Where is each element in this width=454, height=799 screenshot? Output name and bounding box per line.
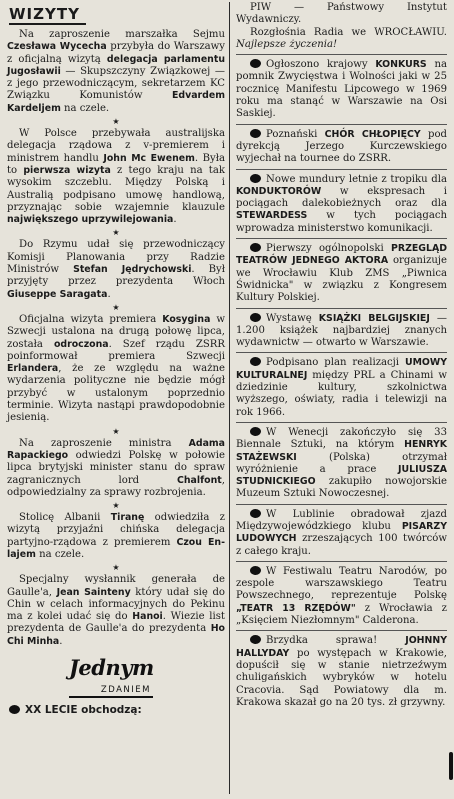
news-item-johnny-hallyday: Brzydka sprawa! JOHNNY HALLYDAY po występach w Krakowie, dopuścił się w stanie nietrzeźwym chuligańskich wybryków w hotelu Cracovia. Sąd Powiatowy dla m. Krakowa skazał go na 20 tys. zł grzywny.: [236, 635, 447, 708]
bullet-icon: [250, 59, 261, 68]
news-item-yugoslav-delegation: Na zaproszenie marszałka Sejmu Czesława Wycecha przybyła do Warszawy z oficjalną wizytą delegacja parlamentu Jugosławii — Skupszczyny Związkowej — z jego przewodniczącym, sekretarzem KC Związku Komunistów Edvardem Kardeljem na czele.: [7, 29, 226, 114]
bullet-icon: [250, 357, 261, 366]
star-separator: ★: [112, 501, 120, 511]
news-item-theatre-festival: W Festiwalu Teatru Narodów, po zespole warszawskiego Teatru Powszechnego, reprezentuje Polskę „TEATR 13 RZĘDÓW" z Wrocławia z „Księciem Niezłomnym" Calderona.: [236, 566, 447, 631]
page-edge-mark: [449, 752, 453, 780]
news-item-rome-visit: Do Rzymu udał się przewodniczący Komisji Planowania przy Radzie Ministrów Stefan Jędrychowski. Był przyjęty przez prezydenta Włoch Giuseppe Saragata.: [7, 239, 226, 300]
anniversary-heading: XX LECIE obchodzą:: [9, 704, 229, 716]
news-item-tirana-visit: Stolicę Albanii Tiranę odwiedziła z wizytą przyjaźni chińska delegacja partyjno-rządowa z premierem Czou En-lajem na czele.: [7, 512, 225, 560]
star-separator: ★: [112, 302, 120, 312]
news-item-cultural-agreement: Podpisano plan realizacji UMOWY KULTURALNEJ między PRL a Chinami w dziedzinie kultury, szkolnictwa wyższego, oświaty, radia i telewizji na rok 1966.: [236, 357, 447, 422]
news-item-venice-biennale: W Wenecji zakończyło się 33 Biennale Sztuki, na którym HENRYK STAŻEWSKI (Polska) otrzymał wyróżnienie a prace JULIUSZA STUDNICKIEGO zakupiło nowojorskie Muzeum Sztuki Nowoczesnej.: [236, 427, 447, 505]
star-separator: ★: [112, 563, 120, 573]
right-column: [234, 2, 450, 794]
bullet-icon: [250, 566, 261, 575]
news-item-monument-contest: Ogłoszono krajowy KONKURS na pomnik Zwycięstwa i Wolności jaki w 25 rocznicę Manifestu Lipcowego w 1969 roku ma stanąć w Warszawie na Osi Saskiej.: [236, 59, 447, 124]
news-item-belgian-books: Wystawę KSIĄŻKI BELGIJSKIEJ — 1.200 książek najbardziej znanych wydawnictw — otwarto w Warszawie.: [236, 313, 447, 354]
news-item-boys-choir: Poznański CHÓR CHŁOPIĘCY pod dyrekcją Jerzego Kurczewskiego wyjechał na tournee do ZSRR.: [236, 129, 447, 170]
bullet-icon: [250, 129, 261, 138]
section-heading: WIZYTY: [9, 5, 86, 25]
news-item-sainteny-mission: Specjalny wysłannik generała de Gaulle'a, Jean Sainteny który udał się do Chin w celach informacyjnych do Pekinu ma z kolei udać się do Hanoi. Wiezie list prezydenta de Gaulle'a do prezydenta Ho Chi Minha.: [7, 574, 225, 647]
bullet-icon: [9, 705, 20, 714]
left-column: [3, 2, 230, 794]
bullet-icon: [250, 509, 261, 518]
news-item-theatre-review: Pierwszy ogólnopolski PRZEGLĄD TEATRÓW JEDNEGO AKTORA organizuje we Wrocławiu Klub ZMS „Piwnica Świdnicka" w związku z Kongresem Kultury Polskiej.: [236, 243, 447, 308]
jednym-zdaniem-logo: Jednym ZDANIEM: [69, 656, 153, 698]
bullet-icon: [250, 427, 261, 436]
bullet-icon: [250, 174, 261, 183]
bullet-icon: [250, 635, 261, 644]
star-separator: ★: [112, 426, 120, 436]
news-item-new-uniforms: Nowe mundury letnie z tropiku dla KONDUKTORÓW w ekspresach i pociągach dalekobieżnych oraz dla STEWARDESS w tych pociągach wprowadza ministerstwo komunikacji.: [236, 174, 447, 239]
news-item-piw-anniversary: PIW — Państwowy Instytut Wydawniczy. Rozgłośnia Radia we WROCŁAWIU. Najlepsze życzenia!: [236, 2, 447, 55]
bullet-icon: [250, 313, 261, 322]
bullet-icon: [250, 243, 261, 252]
news-item-chalfont-visit: Na zaproszenie ministra Adama Rapackiego odwiedzi Polskę w połowie lipca brytyjski minister stanu do spraw zagranicznych lord Chalfont, odpowiedzialny za sprawy rozbrojenia.: [7, 437, 225, 498]
news-item-folk-writers: W Lublinie obradował zjazd Międzywojewódzkiego klubu PISARZY LUDOWYCH zrzeszających 100 twórców z całego kraju.: [236, 509, 447, 562]
star-separator: ★: [112, 228, 120, 238]
news-item-australian-delegation: W Polsce przebywała australijska delegacja rządowa z v-premierem i ministrem handlu John Mc Ewenem. Była to pierwsza wizyta z tego kraju na tak wysokim szczeblu. Między Polską i Australią podpisano umowę handlową, przyznając sobie wzajemnie klauzule największego uprzywilejowania.: [7, 128, 226, 226]
star-separator: ★: [112, 117, 120, 127]
news-item-kosygin-visit: Oficjalna wizyta premiera Kosygina w Szwecji ustalona na drugą połowę lipca, została odroczona. Szef rządu ZSRR poinformował premiera Szwecji Erlandera, że ze względu na ważne wydarzenia polityczne nie będzie mógł przybyć w ustalonym poprzednio terminie. Wizyta nastąpi prawdopodobnie jesienią.: [7, 313, 225, 424]
